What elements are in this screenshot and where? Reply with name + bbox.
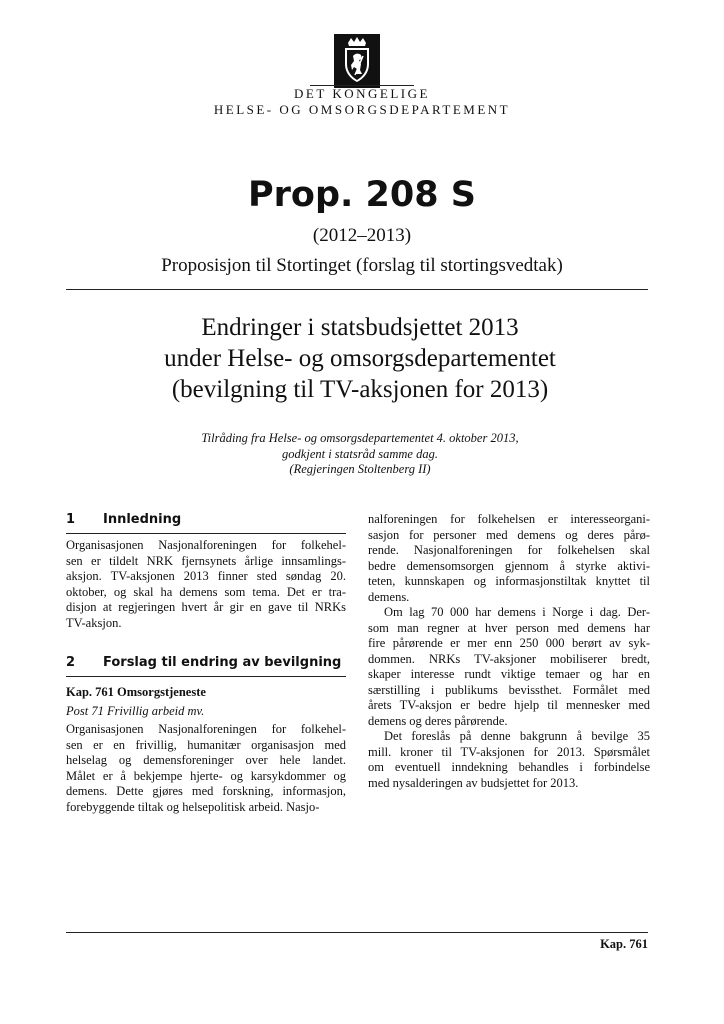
department-name-line2: HELSE- OG OMSORGSDEPARTEMENT bbox=[213, 102, 511, 117]
text-line: dommen. NRKs TV-aksjoner mobiliserer bredt, bbox=[368, 651, 650, 666]
section-title: Innledning bbox=[103, 512, 182, 527]
approval-line: Tilråding fra Helse- og omsorgsdepartementet 4. oktober 2013, bbox=[201, 431, 519, 445]
text-line: TV-aksjon. bbox=[66, 615, 122, 630]
section-1-text bbox=[66, 538, 346, 631]
section-2-heading bbox=[66, 655, 346, 673]
post-label: Post 71 Frivillig arbeid mv. bbox=[66, 703, 205, 718]
paragraph bbox=[66, 722, 346, 815]
text-line: årets TV-aksjon er bedre hjelp til mennesker med bbox=[368, 698, 650, 712]
text-line: bedre demensomsorgen gjennom å styrke aktivi- bbox=[368, 558, 650, 573]
text-line: om eventuell inndekning behandles i forbindelse bbox=[368, 760, 650, 774]
text-line: helselag og demensforeninger over hele landet. bbox=[66, 753, 346, 767]
norwegian-coat-of-arms-icon bbox=[334, 34, 380, 88]
text-line: Målet er å bekjempe hjerte- og karsykdommer og bbox=[66, 768, 346, 783]
text-line: Om lag 70 000 har demens i Norge i dag. Der- bbox=[384, 605, 650, 619]
text-line: særstilling i publikums bevissthet. Formålet med bbox=[368, 682, 650, 697]
text-line: sasjon for personer med demens og deres pårø- bbox=[368, 527, 650, 542]
title-line: (bevilgning til TV-aksjonen for 2013) bbox=[171, 376, 549, 403]
text-line: teten, kunnskapen og informasjonstiltak knyttet til bbox=[368, 574, 650, 588]
text-line: fire pårørende er mer enn 250 000 berørt av syk- bbox=[368, 636, 650, 650]
document-title bbox=[60, 312, 660, 405]
proposition-number: Prop. 208 S bbox=[248, 175, 476, 215]
section-title: Forslag til endring av bevilgning bbox=[103, 655, 342, 670]
chapter-heading: Kap. 761 Omsorgstjeneste bbox=[66, 685, 206, 699]
department-name-line1: DET KONGELIGE bbox=[294, 86, 430, 101]
text-line: demens. Dette gjøres med forskning, informasjon, bbox=[66, 784, 346, 798]
left-column bbox=[66, 512, 346, 815]
title-line: Endringer i statsbudsjettet 2013 bbox=[201, 314, 519, 341]
title-line: under Helse- og omsorgsdepartementet bbox=[164, 345, 556, 372]
text-line: aksjon. TV-aksjonen 2013 finner sted søndag 20. bbox=[66, 569, 346, 583]
title-divider bbox=[66, 289, 648, 290]
approval-line: godkjent i statsråd samme dag. bbox=[282, 446, 438, 461]
section-number: 1 bbox=[66, 512, 76, 527]
text-line: med nysalderingen av budsjettet for 2013. bbox=[368, 775, 579, 790]
text-line: Det foreslås på denne bakgrunn å bevilge 35 bbox=[384, 729, 650, 743]
text-line: sen er tildelt NRK fjernsynets årlige innsamlings- bbox=[66, 553, 346, 568]
paragraph bbox=[368, 605, 650, 729]
footer-rule bbox=[66, 932, 648, 933]
text-line: demens og deres pårørende. bbox=[368, 713, 508, 728]
proposition-years: (2012–2013) bbox=[312, 225, 412, 246]
text-line: oktober, og skal ha demens som tema. Det er tra- bbox=[66, 584, 346, 599]
text-line: skaper interesse rundt viktige temaer og har en bbox=[368, 667, 650, 681]
section-rule bbox=[66, 533, 346, 534]
text-line: sen er en frivillig, humanitær organisasjon med bbox=[66, 737, 346, 752]
paragraph bbox=[66, 538, 346, 631]
approval-note bbox=[60, 431, 660, 478]
text-line: nalforeningen for folkehelsen er interesseorgani- bbox=[368, 512, 650, 526]
text-line: Organisasjonen Nasjonalforeningen for folkehel- bbox=[66, 722, 346, 736]
paragraph bbox=[368, 729, 650, 791]
right-column bbox=[368, 512, 650, 791]
approval-line: (Regjeringen Stoltenberg II) bbox=[289, 462, 431, 476]
text-line: rende. Nasjonalforeningen for folkehelsen skal bbox=[368, 543, 650, 557]
text-line: demens. bbox=[368, 589, 410, 604]
footer-chapter: Kap. 761 bbox=[600, 937, 648, 951]
text-line: Organisasjonen Nasjonalforeningen for folkehel- bbox=[66, 538, 346, 552]
section-1-heading bbox=[66, 512, 346, 530]
text-line: som man regner at hver person med demens har bbox=[368, 620, 650, 635]
proposition-subtitle: Proposisjon til Stortinget (forslag til stortingsvedtak) bbox=[161, 255, 563, 276]
text-line: disjon at regjeringen hvert år gir en gave til NRKs bbox=[66, 600, 346, 614]
text-line: mill. kroner til TV-aksjonen for 2013. Spørsmålet bbox=[368, 744, 650, 759]
text-line: forebyggende tiltak og helsepolitisk arbeid. Nasjo- bbox=[66, 799, 320, 814]
section-rule bbox=[66, 676, 346, 677]
paragraph bbox=[368, 512, 650, 605]
section-number: 2 bbox=[66, 655, 76, 670]
